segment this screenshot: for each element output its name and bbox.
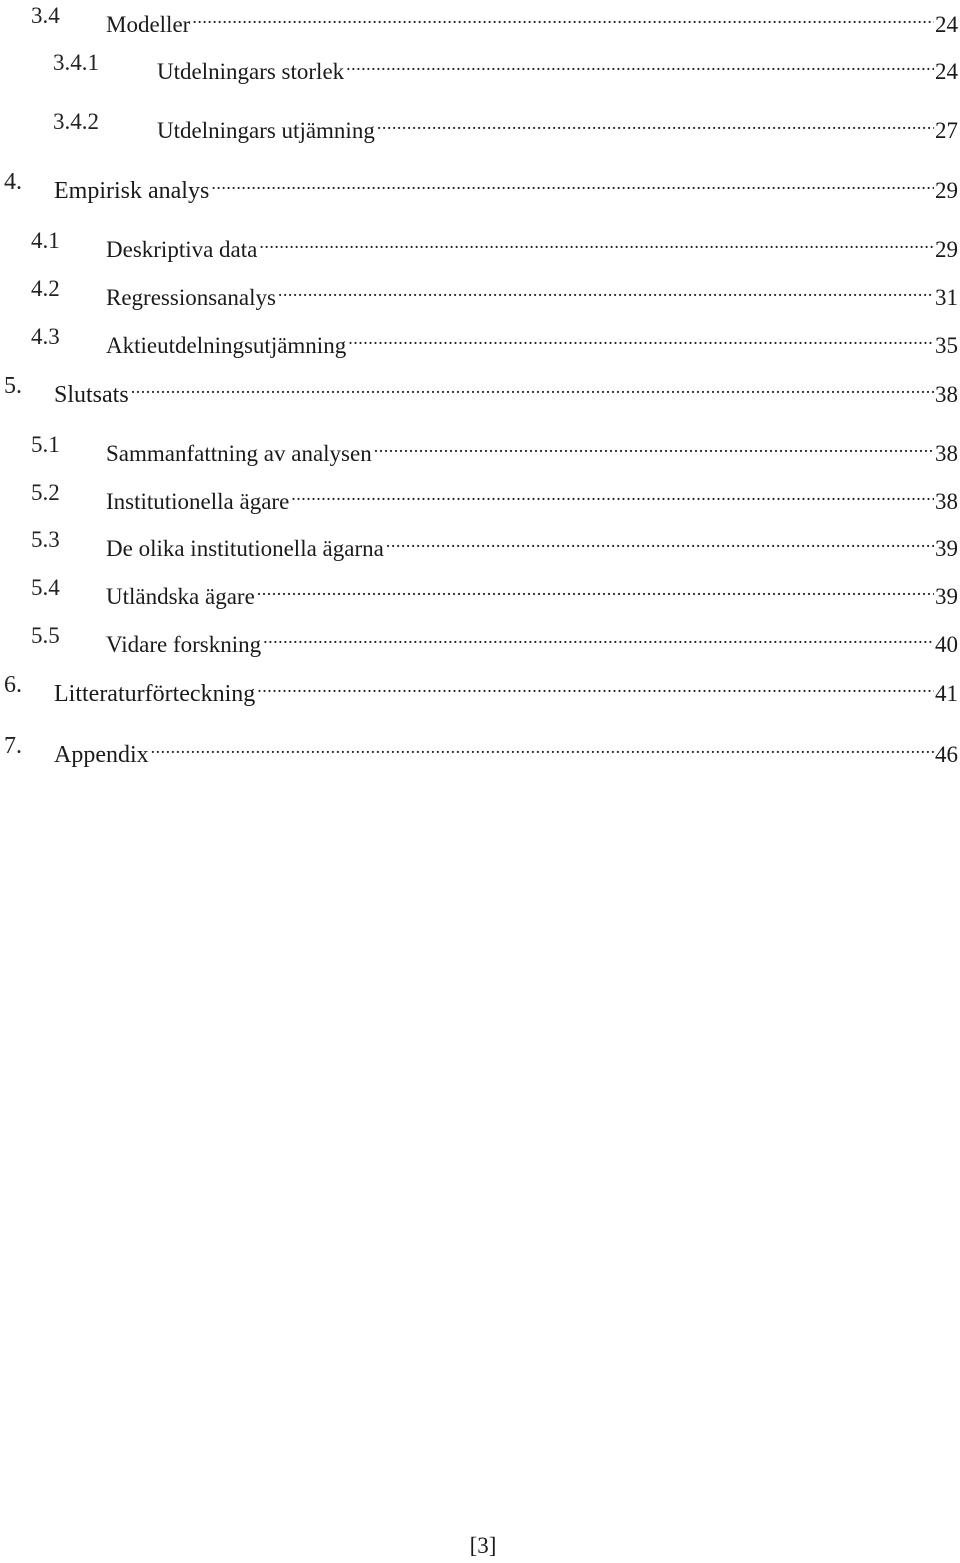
dot-leader	[386, 524, 934, 556]
dot-leader	[377, 106, 934, 138]
toc-entry-number: 5.3	[31, 527, 60, 552]
toc-entry-number: 5.1	[31, 432, 60, 457]
toc-entry[interactable]	[0, 106, 960, 143]
toc-entry-page: 27	[935, 118, 958, 143]
toc-entry[interactable]	[0, 0, 960, 37]
dot-leader	[291, 477, 934, 509]
toc-entry-title: Vidare forskning	[106, 632, 262, 657]
toc-entry-page: 38	[935, 441, 958, 466]
toc-entry-title: Modeller	[106, 12, 191, 37]
toc-entry-page: 29	[935, 178, 958, 203]
page-number: [3]	[469, 1533, 497, 1558]
toc-entry-page: 31	[935, 285, 958, 310]
dot-leader	[131, 370, 934, 402]
toc-entry-number: 4.	[4, 169, 22, 195]
dot-leader	[211, 166, 934, 198]
dot-leader	[263, 620, 934, 652]
toc-entry-title: Sammanfattning av analysen	[106, 441, 372, 466]
toc-entry[interactable]	[0, 321, 960, 358]
toc-entry-number: 3.4	[31, 3, 60, 28]
toc-entry-title: Utdelningars storlek	[157, 59, 345, 84]
toc-entry-page: 29	[935, 237, 958, 262]
toc-entry-title: Regressionsanalys	[106, 285, 276, 310]
toc-entry-number: 4.3	[31, 324, 60, 349]
toc-entry-number: 4.1	[31, 228, 60, 253]
dot-leader	[374, 429, 934, 461]
toc-entry[interactable]	[0, 477, 960, 514]
dot-leader	[257, 669, 934, 701]
toc-entry[interactable]	[0, 572, 960, 609]
toc-entry-page: 38	[935, 382, 958, 407]
toc-entry-number: 7.	[4, 733, 22, 759]
toc-entry-title: Slutsats	[54, 382, 129, 408]
toc-entry-number: 4.2	[31, 276, 60, 301]
toc-entry-page: 24	[935, 59, 958, 84]
toc-entry[interactable]	[0, 620, 960, 657]
toc-entry-number: 5.	[4, 373, 22, 399]
toc-entry-title: Empirisk analys	[54, 178, 210, 204]
toc-entry[interactable]	[0, 166, 960, 204]
page-number-footer	[0, 1530, 960, 1562]
toc-entry-title: Institutionella ägare	[106, 489, 290, 514]
toc-entry-number: 5.5	[31, 623, 60, 648]
toc-entry-number: 3.4.2	[53, 109, 99, 134]
toc-entry-page: 39	[935, 536, 958, 561]
toc-entry-page: 39	[935, 584, 958, 609]
dot-leader	[192, 0, 934, 32]
toc-entry[interactable]	[0, 370, 960, 408]
dot-leader	[346, 47, 934, 79]
toc-entry-title: De olika institutionella ägarna	[106, 536, 384, 561]
toc-entry[interactable]	[0, 47, 960, 84]
dot-leader	[278, 273, 934, 305]
dot-leader	[151, 730, 934, 762]
toc-entry-page: 35	[935, 333, 958, 358]
toc-entry-page: 41	[935, 681, 958, 706]
toc-entry-number: 5.4	[31, 575, 60, 600]
toc-entry-number: 5.2	[31, 480, 60, 505]
toc-entry-number: 3.4.1	[53, 50, 99, 75]
toc-entry-title: Aktieutdelningsutjämning	[106, 333, 347, 358]
dot-leader	[259, 225, 934, 257]
toc-entry[interactable]	[0, 730, 960, 768]
toc-entry-page: 46	[935, 742, 958, 767]
toc-entry-page: 24	[935, 12, 958, 37]
toc-entry[interactable]	[0, 273, 960, 310]
toc-entry-page: 38	[935, 489, 958, 514]
toc-entry[interactable]	[0, 669, 960, 707]
dot-leader	[348, 321, 934, 353]
toc-entry[interactable]	[0, 225, 960, 262]
toc-entry[interactable]	[0, 429, 960, 466]
toc-entry-number: 6.	[4, 672, 22, 698]
toc-entry-page: 40	[935, 632, 958, 657]
toc-entry-title: Utländska ägare	[106, 584, 255, 609]
toc-entry-title: Deskriptiva data	[106, 237, 258, 262]
toc-entry[interactable]	[0, 524, 960, 561]
toc-entry-title: Utdelningars utjämning	[157, 118, 375, 143]
toc-entry-title: Appendix	[54, 742, 149, 768]
toc-entry-title: Litteraturförteckning	[54, 681, 256, 707]
dot-leader	[257, 572, 934, 604]
